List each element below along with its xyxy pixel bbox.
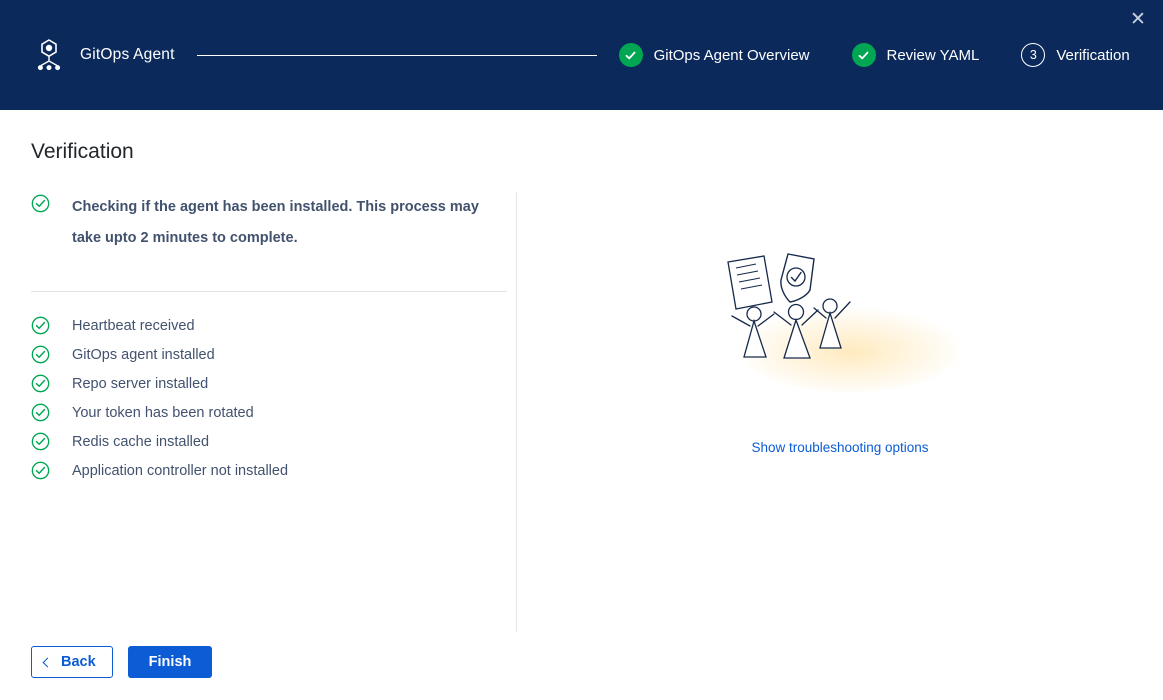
back-button[interactable] [31,646,113,678]
list-item [31,432,506,451]
verification-status-text: Checking if the agent has been installed. This process may take upto 2 minutes to complete. [72,199,479,246]
finish-button[interactable] [128,646,213,678]
brand-title: GitOps Agent [80,46,175,63]
wizard-step-review-yaml[interactable] [852,43,980,67]
check-item-label: Your token has been rotated [72,404,254,421]
show-troubleshooting-options-link[interactable]: Show troubleshooting options [751,440,929,455]
check-circle-outline-icon [31,374,50,393]
wizard-header [0,0,1163,110]
verification-check-list [31,316,506,480]
check-item-label: Heartbeat received [72,317,195,334]
step-number-badge: 3 [1021,43,1045,67]
list-item [31,461,506,480]
step-connector [197,55,597,56]
list-item [31,345,506,364]
wizard-step-verification[interactable] [1021,43,1129,67]
list-item [31,316,506,335]
verification-content [0,192,1163,632]
close-icon[interactable]: ✕ [1130,8,1146,30]
check-icon [852,43,876,67]
verification-right-panel [517,192,1163,632]
celebration-illustration-icon [710,252,970,402]
list-item [31,403,506,422]
check-circle-outline-icon [31,432,50,451]
back-button-label: Back [61,654,96,670]
check-circle-outline-icon [31,345,50,364]
gitops-agent-logo-icon [32,37,66,73]
brand [32,37,175,73]
chevron-left-icon [43,657,53,667]
verification-status [31,192,506,254]
check-item-label: Application controller not installed [72,462,289,479]
check-icon [619,43,643,67]
wizard-step-label: Verification [1056,46,1130,64]
section-divider [31,291,507,292]
check-circle-outline-icon [31,461,50,480]
check-circle-outline-icon [31,316,50,335]
finish-button-label: Finish [148,654,192,670]
check-circle-outline-icon [31,403,50,422]
wizard-step-label: Review YAML [886,46,980,64]
check-item-label: GitOps agent installed [72,346,215,363]
page-title: Verification [31,140,134,163]
wizard-steps [197,43,1139,67]
list-item [31,374,506,393]
wizard-step-label: GitOps Agent Overview [653,46,810,64]
wizard-footer [0,646,1163,700]
wizard-step-overview[interactable] [619,43,810,67]
check-item-label: Repo server installed [72,375,209,392]
check-item-label: Redis cache installed [72,433,210,450]
verification-left-panel [0,192,517,632]
check-circle-outline-icon [31,194,50,213]
